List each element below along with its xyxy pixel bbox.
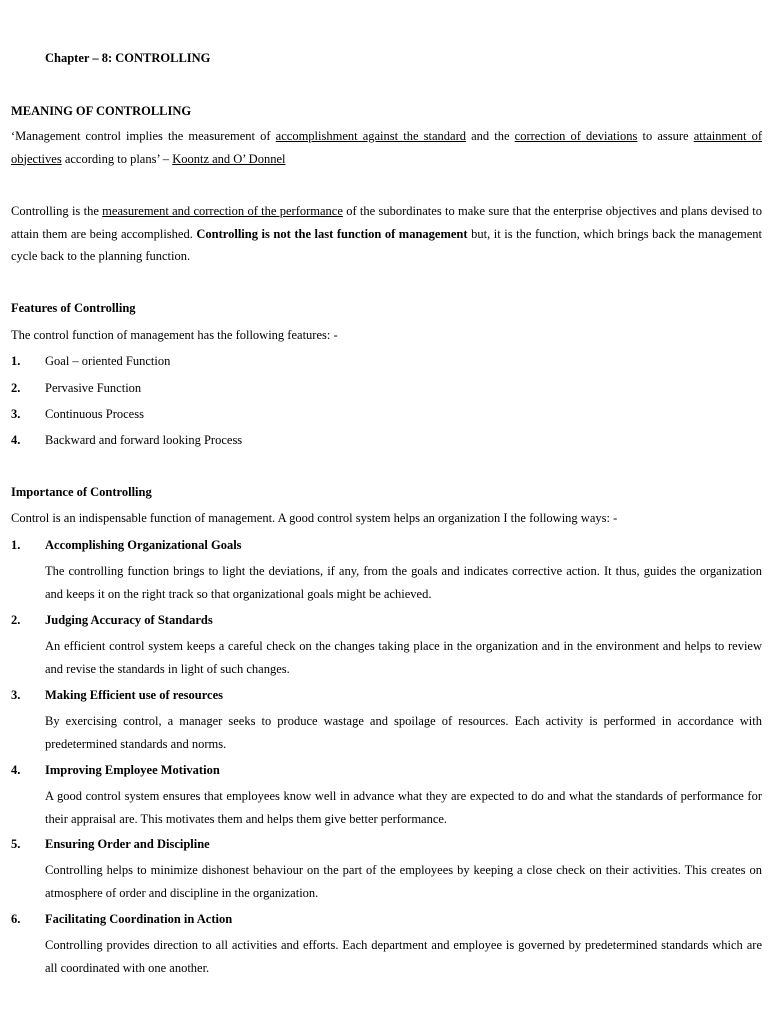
importance-number: 3.	[11, 688, 21, 702]
quote-underlined-text: correction of deviations	[514, 129, 638, 143]
quote-text: and the	[465, 129, 515, 143]
quote-underlined-text: accomplishment against the standard	[275, 129, 466, 143]
description-line-2: all coordinated with one another.	[45, 960, 210, 975]
quote-line-2	[11, 148, 762, 171]
koontz-quote	[11, 125, 762, 170]
paragraph-line-2	[11, 223, 762, 246]
quote-underlined-text: attainment of	[693, 129, 762, 143]
importance-intro: Control is an indispensable function of management. A good control system helps an organization I the following ways: -	[11, 511, 618, 525]
features-intro: The control function of management has the following features: -	[11, 328, 338, 342]
meaning-paragraph	[11, 200, 762, 268]
importance-number: 5.	[11, 837, 21, 851]
description-line-1: An efficient control system keeps a careful check on the changes taking place in the organization and in the environment and helps to review	[45, 639, 762, 653]
description-line-1: The controlling function brings to light the deviations, if any, from the goals and indicates corrective action. It thus, guides the organization	[45, 564, 762, 578]
feature-item-label: Pervasive Function	[45, 381, 142, 395]
importance-item-title: Ensuring Order and Discipline	[45, 837, 210, 851]
paragraph-text: attain them are being accomplished.	[11, 226, 197, 241]
description-line-2: and revise the standards in light of such changes.	[45, 661, 290, 676]
paragraph-text: but, it is the function, which brings back the management	[467, 226, 762, 241]
feature-item-label: Continuous Process	[45, 407, 144, 421]
importance-heading: Importance of Controlling	[11, 485, 152, 499]
chapter-title: Chapter – 8: CONTROLLING	[45, 51, 211, 65]
paragraph-line-1	[11, 200, 762, 223]
description-line-2: their appraisal are. This motivates them and helps them give better performance.	[45, 811, 448, 826]
features-heading: Features of Controlling	[11, 301, 136, 315]
feature-number: 4.	[11, 433, 21, 447]
importance-number: 4.	[11, 763, 21, 777]
paragraph-bold-statement: Controlling is not the last function of management	[196, 226, 468, 241]
description-line-1: A good control system ensures that employees know well in advance what they are expected to do and what the standards of performance for	[45, 789, 762, 803]
feature-number: 3.	[11, 407, 21, 421]
quote-line-1	[11, 125, 762, 148]
feature-number: 2.	[11, 381, 21, 395]
quote-text: ‘Management control implies the measurement of	[11, 129, 276, 143]
feature-item-label: Goal – oriented Function	[45, 354, 171, 368]
feature-item-label: Backward and forward looking Process	[45, 433, 243, 447]
paragraph-text: of the subordinates to make sure that the enterprise objectives and plans devised to	[342, 204, 762, 218]
paragraph-text: Controlling is the	[11, 204, 103, 218]
importance-item-title: Accomplishing Organizational Goals	[45, 538, 242, 552]
feature-number: 1.	[11, 354, 21, 368]
importance-item-description	[45, 710, 762, 755]
paragraph-line-3: cycle back to the planning function.	[11, 249, 191, 263]
importance-item-title: Facilitating Coordination in Action	[45, 912, 233, 926]
description-line-2: and keeps it on the right track so that organizational goals might be achieved.	[45, 586, 432, 601]
quote-text: to assure	[637, 129, 694, 143]
importance-item-description	[45, 635, 762, 680]
importance-number: 2.	[11, 613, 21, 627]
description-line-2: predetermined standards and norms.	[45, 736, 227, 751]
importance-item-description	[45, 785, 762, 830]
description-line-2: atmosphere of order and discipline in the organization.	[45, 885, 319, 900]
quote-underlined-text: Koontz and O’ Donnel	[172, 151, 286, 166]
importance-item-title: Judging Accuracy of Standards	[45, 613, 213, 627]
description-line-1: Controlling helps to minimize dishonest behaviour on the part of the employees by keeping a close check on their activities. This creates on	[45, 863, 762, 877]
quote-text: according to plans’ –	[61, 151, 173, 166]
importance-number: 1.	[11, 538, 21, 552]
quote-underlined-text: objectives	[11, 151, 62, 166]
importance-item-title: Making Efficient use of resources	[45, 688, 223, 702]
meaning-heading: MEANING OF CONTROLLING	[11, 104, 192, 118]
importance-number: 6.	[11, 912, 21, 926]
importance-item-title: Improving Employee Motivation	[45, 763, 220, 777]
importance-item-description	[45, 560, 762, 605]
importance-item-description	[45, 934, 762, 979]
importance-item-description	[45, 859, 762, 904]
description-line-1: By exercising control, a manager seeks to produce wastage and spoilage of resources. Each activity is performed in accordance with	[45, 714, 762, 728]
description-line-1: Controlling provides direction to all activities and efforts. Each department and employee is governed by predetermined standards which are	[45, 938, 762, 952]
paragraph-underlined-text: measurement and correction of the performance	[102, 204, 343, 218]
